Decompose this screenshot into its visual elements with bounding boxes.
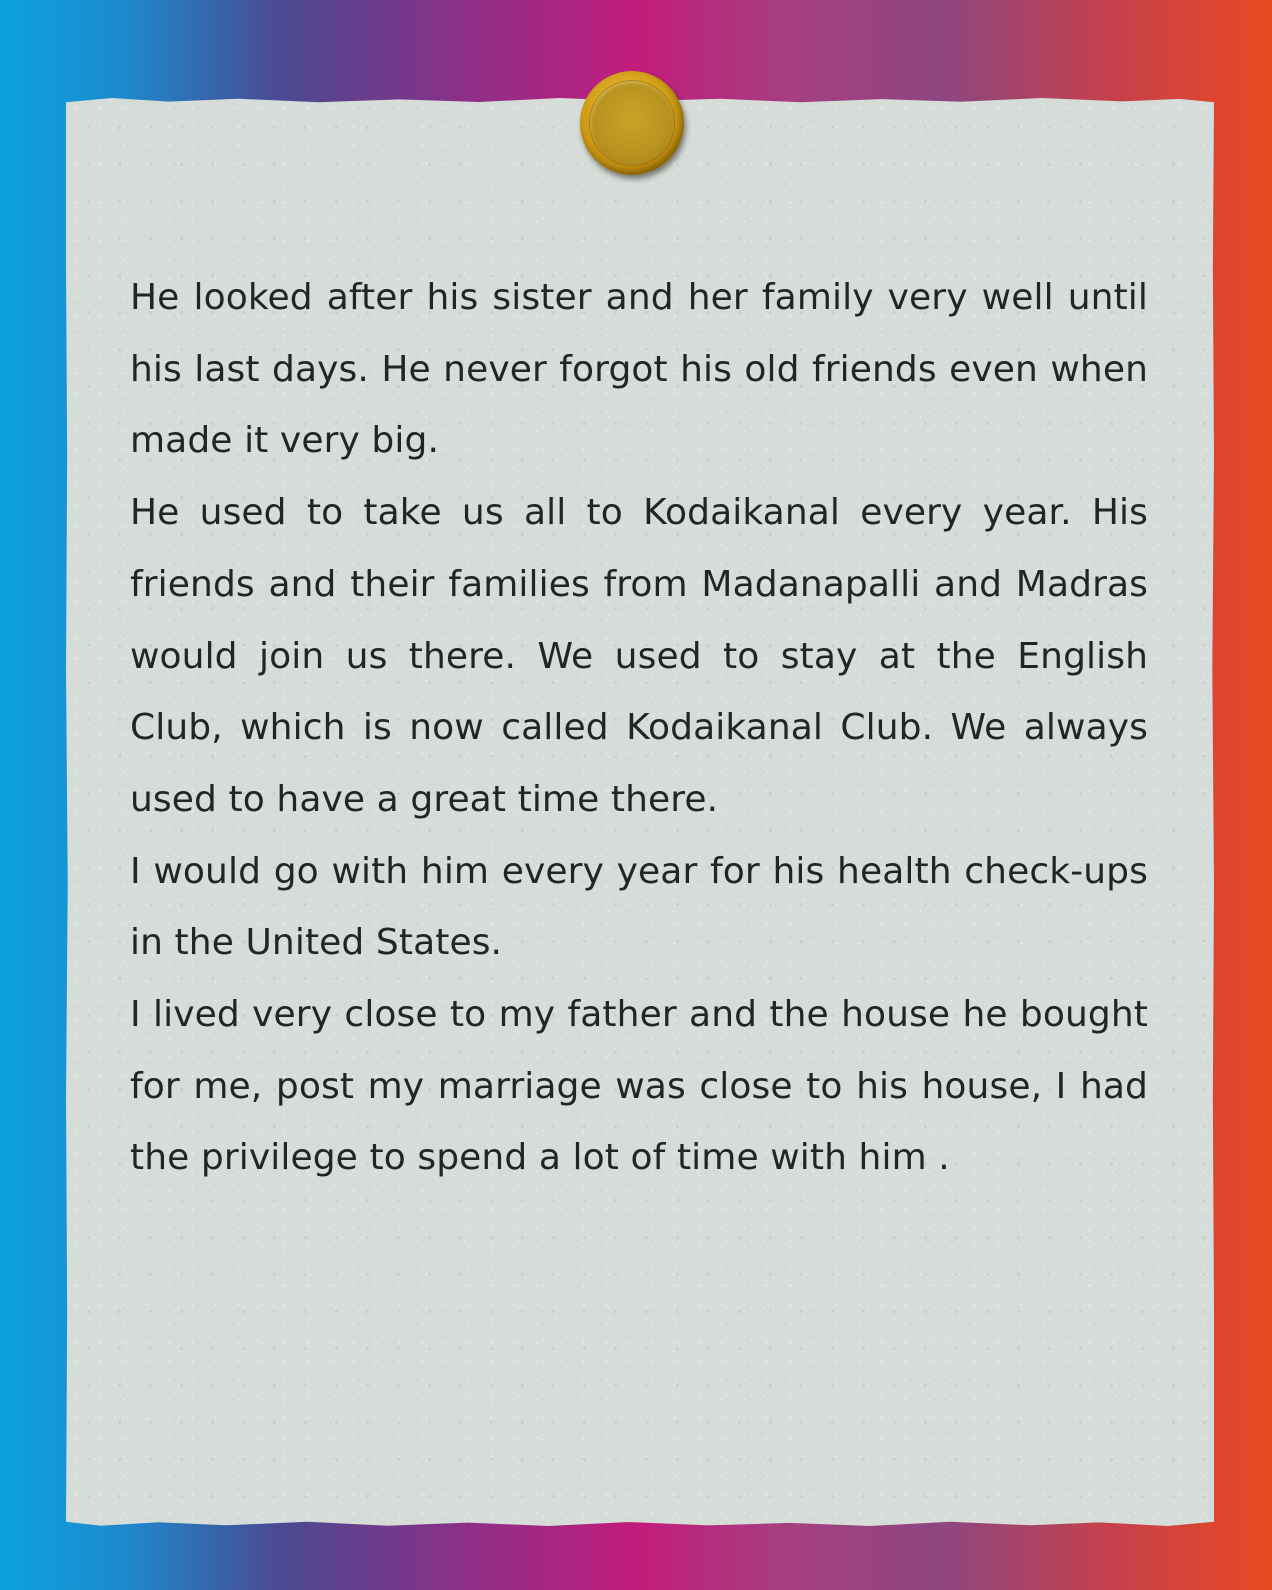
paragraph-3: I would go with him every year for his health check-ups in the United States. [130, 850, 1148, 964]
note-body [130, 262, 1148, 1194]
pushpin-icon [580, 71, 684, 175]
pushpin-head [590, 81, 674, 165]
paragraph-2: He used to take us all to Kodaikanal every year. His friends and their families from Madanapalli and Madras would join us there. We used to stay at the English Club, which is now called Kodaikanal Club. We always used to have a great time there. [130, 492, 1148, 820]
paragraph-1: He looked after his sister and her family very well until his last days. He never forgot his old friends even when made it very big. [130, 277, 1148, 462]
paragraph-4: I lived very close to my father and the house he bought for me, post my marriage was close to his house, I had the privilege to spend a lot of time with him . [130, 994, 1148, 1179]
